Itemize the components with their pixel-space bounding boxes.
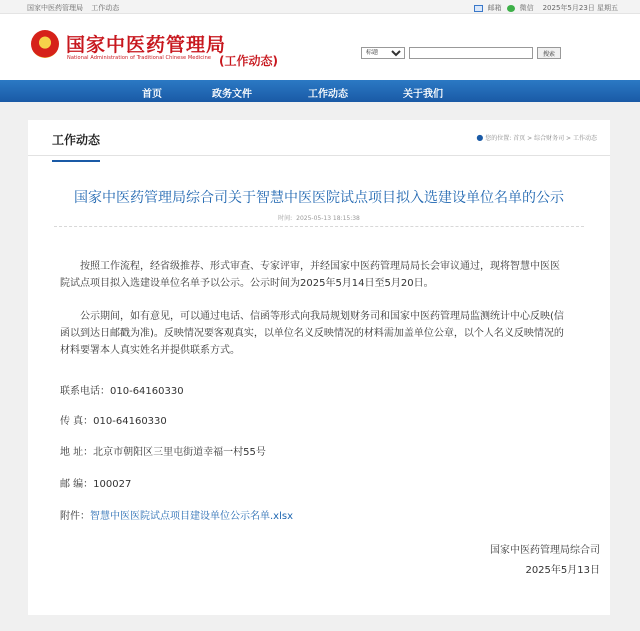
attachment — [60, 507, 293, 522]
breadcrumb-level1[interactable]: 综合财务司 — [534, 135, 565, 142]
article-card — [28, 120, 610, 615]
breadcrumb-home[interactable]: 首页 — [513, 135, 526, 142]
signature-org: 国家中医药管理局综合司 — [490, 545, 600, 556]
paragraph-1 — [60, 258, 585, 292]
nav-policy-docs[interactable]: 政务文件 — [212, 89, 252, 100]
attachment-label: 附件： — [60, 511, 90, 522]
title-divider — [54, 226, 584, 227]
article-time — [28, 213, 610, 222]
nav-home[interactable]: 首页 — [142, 89, 162, 100]
mail-icon[interactable] — [474, 5, 483, 12]
paragraph-line: 按照工作流程，经省级推荐、形式审查、专家评审，并经国家中医药管理局局长会审议通过，现将智慧中医医 — [80, 261, 560, 272]
national-emblem-icon — [31, 30, 59, 58]
signature-date: 2025年5月13日 — [525, 565, 600, 576]
location-pin-icon: ● — [476, 133, 484, 142]
main-nav — [0, 80, 640, 102]
breadcrumb-level2[interactable]: 工作动态 — [572, 135, 597, 142]
channel-title: 工作动态 — [52, 131, 100, 162]
top-site-name[interactable]: 国家中医药管理局 — [27, 4, 83, 12]
time-label: 时间: — [278, 215, 293, 222]
content-area — [0, 102, 640, 631]
address: 地 址：北京市朝阳区三里屯街道幸福一村55号 — [60, 447, 266, 458]
attachment-link[interactable]: 智慧中医医院试点项目建设单位公示名单.xlsx — [90, 511, 294, 522]
article-title: 国家中医药管理局综合司关于智慧中医医院试点项目拟入选建设单位名单的公示 — [74, 190, 564, 206]
contact-phone: 联系电话：010-64160330 — [60, 386, 184, 397]
fax: 传 真：010-64160330 — [60, 416, 167, 427]
breadcrumb-sep: > — [566, 135, 572, 142]
paragraph-line: 材料要署本人真实姓名并提供联系方式。 — [60, 345, 240, 356]
breadcrumb-sep: > — [527, 135, 533, 142]
search-bar — [361, 47, 561, 59]
wechat-icon[interactable] — [507, 5, 515, 12]
search-button[interactable]: 搜索 — [537, 47, 561, 59]
site-logo-subtitle: National Administration of Traditional Chinese Medicine — [67, 55, 212, 61]
time-value: 2025-05-13 18:15:38 — [296, 215, 360, 222]
breadcrumb-bar — [28, 120, 610, 156]
nav-about-us[interactable]: 关于我们 — [403, 89, 443, 100]
paragraph-line: 函以到达日邮戳为准)。反映情况要客观真实，以单位名义反映情况的材料需加盖单位公章，以个人名义反映情况的 — [60, 328, 564, 339]
paragraph-2 — [60, 308, 585, 359]
section-tag: (工作动态) — [219, 54, 278, 68]
breadcrumb — [476, 133, 597, 142]
postcode: 邮 编：100027 — [60, 479, 132, 490]
current-date: 2025年5月23日 星期五 — [542, 4, 618, 12]
email-link[interactable]: 邮箱 — [487, 4, 502, 12]
paragraph-line: 公示期间，如有意见，可以通过电话、信函等形式向我局规划财务司和国家中医药管理局监测统计中心反映(信 — [80, 311, 564, 322]
nav-work-news[interactable]: 工作动态 — [308, 89, 348, 100]
search-scope-select[interactable] — [361, 47, 405, 59]
site-header — [0, 14, 640, 76]
wechat-link[interactable]: 微信 — [519, 4, 534, 12]
top-bar — [0, 0, 640, 14]
paragraph-line: 院试点项目拟入选建设单位名单予以公示。公示时间为2025年5月14日至5月20日。 — [60, 278, 434, 289]
site-logo-text[interactable]: 国家中医药管理局 — [66, 34, 227, 56]
search-input[interactable] — [409, 47, 533, 59]
breadcrumb-prefix: 您的位置: — [485, 135, 512, 142]
top-section[interactable]: 工作动态 — [91, 4, 120, 12]
